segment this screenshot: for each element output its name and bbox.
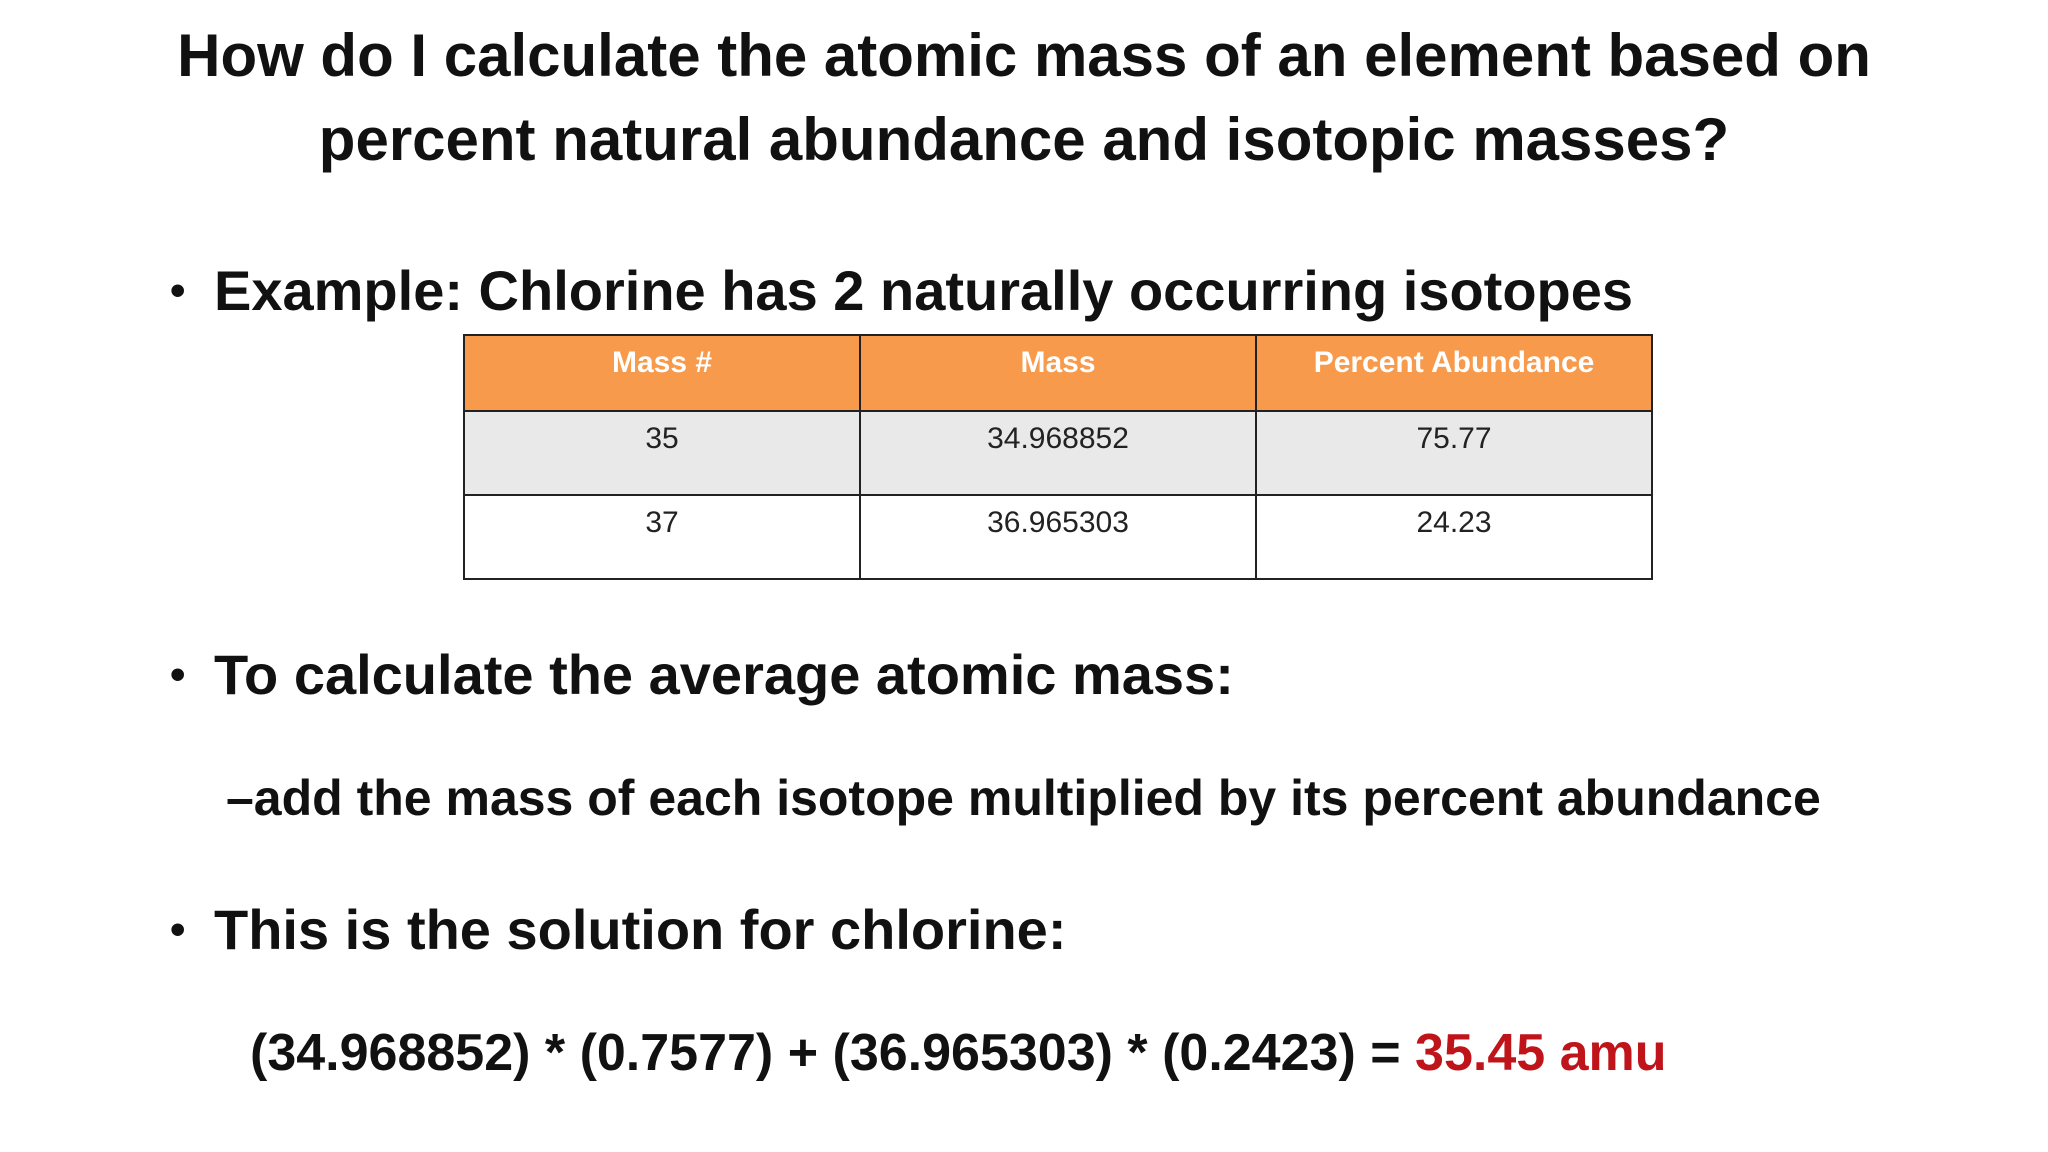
header-mass: Mass: [860, 335, 1256, 411]
table-header-row: [464, 335, 1652, 411]
bullet-marker: •: [170, 905, 186, 954]
cell-mass: 34.968852: [860, 411, 1256, 495]
bullet-calculate-text: To calculate the average atomic mass:: [214, 643, 1234, 706]
cell-mass-number: 37: [464, 495, 860, 579]
formula: [250, 1018, 1667, 1088]
bullet-marker: •: [170, 266, 186, 315]
cell-percent-abundance: 24.23: [1256, 495, 1652, 579]
table-row: [464, 411, 1652, 495]
title-line-1: How do I calculate the atomic mass of an element based on: [177, 22, 1871, 89]
header-mass-number: Mass #: [464, 335, 860, 411]
bullet-solution: [170, 895, 1066, 965]
sub-point: –add the mass of each isotope multiplied by its percent abundance: [226, 770, 1821, 826]
slide-title: [120, 14, 1928, 182]
bullet-example-text: Example: Chlorine has 2 naturally occurring isotopes: [214, 259, 1634, 322]
cell-mass: 36.965303: [860, 495, 1256, 579]
bullet-solution-text: This is the solution for chlorine:: [214, 898, 1067, 961]
header-percent-abundance: Percent Abundance: [1256, 335, 1652, 411]
title-line-2: percent natural abundance and isotopic masses?: [318, 106, 1730, 173]
bullet-marker: •: [170, 650, 186, 699]
table-row: [464, 495, 1652, 579]
isotope-table: [463, 334, 1653, 580]
cell-mass-number: 35: [464, 411, 860, 495]
formula-expression: (34.968852) * (0.7577) + (36.965303) * (0.2423) =: [250, 1024, 1416, 1082]
bullet-example: [170, 256, 1633, 326]
bullet-calculate: [170, 640, 1234, 710]
cell-percent-abundance: 75.77: [1256, 411, 1652, 495]
formula-result: 35.45 amu: [1415, 1024, 1667, 1082]
